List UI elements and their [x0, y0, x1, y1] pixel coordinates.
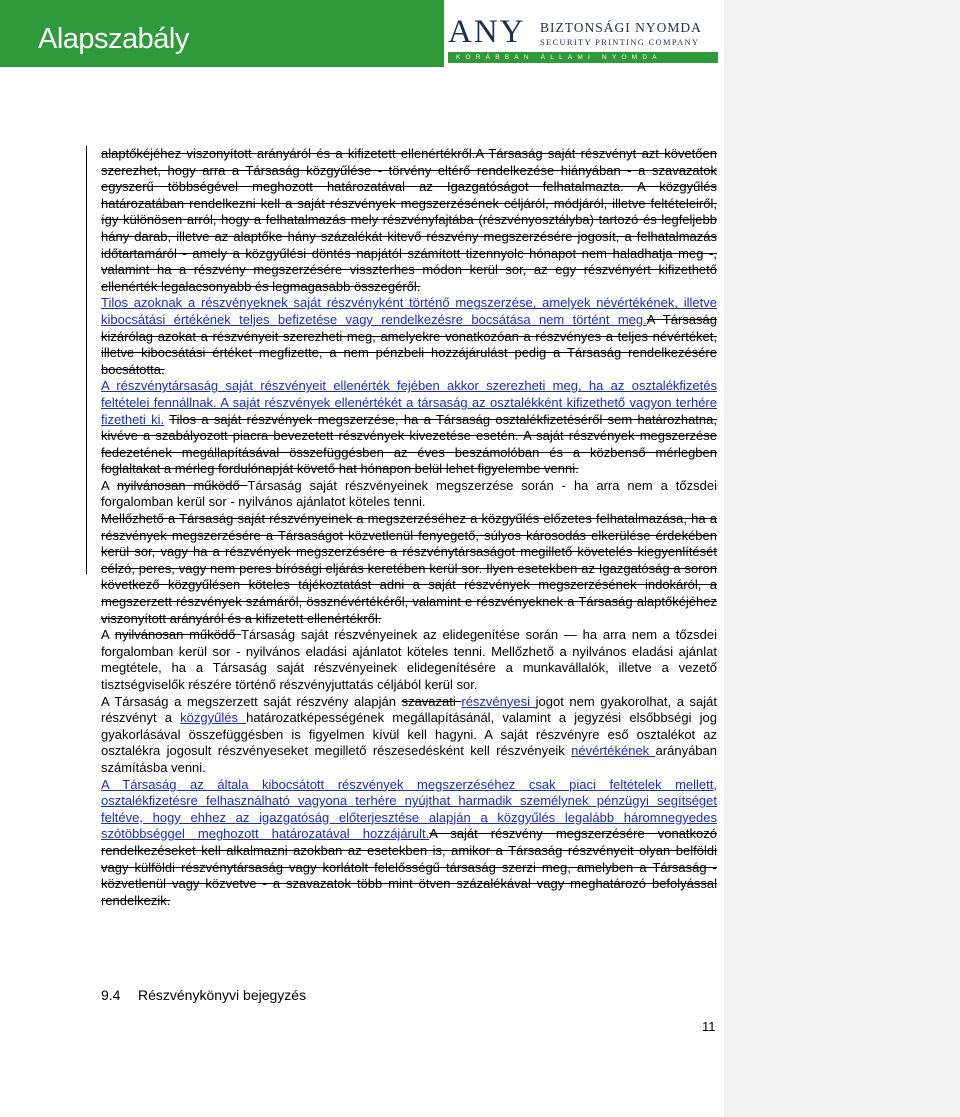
paragraph — [101, 146, 717, 295]
logo-company-name: BIZTONSÁGI NYOMDA — [540, 20, 702, 35]
body-text: Társaság saját részvényeinek az elidegenítése során — ha arra nem a tőzsdei forgalomban kerül sor - nyilvános eladási ajánlatot köteles tenni. Mellőzhető a nyilvános eladási ajánlat megtétele, ha a Társaság saját részvényeinek elidegenítésére a munkavállalók, illetve a vezető tisztségviselők részére történő részvényjuttatás céljából kerül sor. — [101, 627, 717, 692]
deleted-text: nyilvánosan működő — [116, 477, 248, 493]
body-text: Társaság saját részvényeinek megszerzése során - ha arra nem a tőzsdei forgalomban kerül sor - nyilvános ajánlatot köteles tenni. — [101, 477, 717, 510]
deleted-text: alaptőkéjéhez viszonyított arányáról és a kifizetett ellenértékről. — [101, 146, 476, 161]
inserted-text: névértékének — [571, 743, 656, 759]
inserted-text: részvényesi — [461, 693, 536, 709]
body-text: A — [101, 627, 115, 643]
paragraph — [101, 627, 717, 693]
section-number: 9.4 — [101, 987, 121, 1003]
section-title: Részvénykönyvi bejegyzés — [138, 987, 307, 1003]
logo-tagline: SECURITY PRINTING COMPANY — [540, 37, 700, 47]
page-number: 11 — [702, 1019, 716, 1034]
deleted-text: szavazati — [401, 693, 462, 709]
paragraph — [101, 378, 717, 478]
deleted-text: nyilvánosan működő — [114, 627, 241, 643]
paragraph — [101, 511, 717, 627]
deleted-text: A Társaság saját részvényt azt követően szerezhet, hogy arra a Társaság közgyűlése - törvény eltérő rendelkezése hiányában - a szavazatok egyszerű többségével meghozott határozatával az Igazgatóságot felhatalmazta. A közgyűlés határozatában rendelkezni kell a saját részvények megszerzésének céljáról, módjáról, illetve feltételeiről, így különösen arról, hogy a felhatalmazás mely részvényfajtába (részvényosztályba) tartozó és legfeljebb hány darab, illetve az alaptőke hány százalékát kitevő részvény megszerzésére jogosít, a felhatalmazás időtartamáról - amely a közgyűlési döntés napjától számított tizennyolc hónapot nem haladhatja meg -, valamint ha a részvény megszerzésére visszterhes módon kerül sor, az egy részvényért kifizethető ellenérték legalacsonyabb és legmagasabb összegéről. — [101, 146, 717, 294]
body-text: A — [101, 477, 117, 493]
inserted-text: közgyűlés — [180, 710, 247, 726]
company-logo — [448, 16, 724, 64]
document-title: Alapszabály — [38, 23, 189, 55]
logo-subtitle-bar: KORÁBBAN ÁLLAMI NYOMDA — [448, 52, 718, 63]
deleted-text: A Társaság kizárólag azokat a részvényeit szerezheti meg, amelyekre vonatkozóan a részvényes a teljes névértéket, illetve kibocsátási értéket megfizette, a nem pénzbeli hozzájárulást pedig a Társaság rendelkezésére bocsátotta. — [101, 311, 717, 377]
deleted-text: Tilos a saját részvények megszerzése, ha a Társaság osztalékfizetéséről sem határozhatna, kivéve a szabályozott piacra bevezetett részvények kivezetése esetén. A saját részvények megszerzése fedezetének megállapításával összefüggésben az éves beszámolóban és a közbenső mérlegben foglaltakat a mérleg fordulónapját követő hat hónapon belül lehet figyelembe venni. — [101, 411, 717, 477]
document-body — [101, 146, 717, 909]
paragraph — [101, 295, 717, 378]
logo-mark: ANY — [448, 14, 526, 50]
revision-change-bar — [86, 146, 87, 574]
paragraph — [101, 478, 717, 511]
inserted-text: A részvénytársaság saját részvényeit ellenérték fejében akkor szerezheti meg, ha az osztalékfizetés feltételei fennállnak. A saját részvények ellenértékét a társaság az osztalékként kifizethető vagyon terhére fizetheti ki. — [101, 378, 717, 427]
paragraph — [101, 777, 717, 910]
body-text: arányában számításba venni. — [101, 743, 717, 775]
body-text: határozatképességének megállapításánál, valamint a jegyzési elsőbbségi jog gyakorlásával összefüggésben is figyelmen kívül kell hagyni. A saját részvényre eső osztalékot az osztalékra jogosult részvényeseket megillető részesedésként kell részvényeik — [101, 710, 717, 759]
deleted-text: A saját részvény megszerzésére vonatkozó rendelkezéseket kell alkalmazni azokban az esetekben is, amikor a Társaság részvényeit olyan belföldi vagy külföldi részvénytársaság vagy korlátolt felelősségű társaság szerzi meg, amelyben a Társaság - közvetlenül vagy közvetve - a szavazatok több mint ötven százalékával vagy meghatározó befolyással rendelkezik. — [101, 826, 717, 908]
header-banner — [0, 0, 444, 67]
body-text: A Társaság a megszerzett saját részvény alapján — [101, 693, 402, 709]
right-margin-panel — [724, 0, 960, 1117]
inserted-text: Tilos azoknak a részvényeknek saját részvényként történő megszerzése, amelyek névértékének, illetve kibocsátási értékének teljes befizetése vagy rendelkezésre bocsátása nem történt meg. — [101, 295, 717, 327]
inserted-text: A Társaság az általa kibocsátott részvények megszerzéséhez csak piaci feltételek mellett, osztalékfizetésre felhasználható vagyona terhére nyújthat harmadik személynek pénzügyi segítséget feltéve, hogy ehhez az igazgatóság előterjesztése alapján a közgyűlés legalább háromnegyedes szótöbbséggel meghozott határozatával hozzájárult. — [101, 776, 717, 842]
body-text: jogot nem gyakorolhat, a saját részvényt a — [101, 693, 718, 726]
deleted-text: Mellőzhető a Társaság saját részvényeinek a megszerzéséhez a közgyűlés előzetes felhatalmazása, ha a részvények megszerzésére a Társaságot közvetlenül fenyegető, súlyos károsodás elkerülése érdekében kerül sor, vagy ha a részvények megszerzésére a részvénytársaságot megillető követelés kiegyenlítését célzó, peres, vagy nem peres bírósági eljárás keretében kerül sor. Ilyen esetekben az Igazgatóság a soron következő közgyűlésen köteles tájékoztatást adni a saját részvények megszerzésének indokáról, a megszerzett részvények számáról, össznévértékéről, valamint e részvényeknek a Társaság alaptőkéjéhez viszonyított arányáról és a kifizetett ellenértékről. — [101, 511, 717, 626]
section-heading — [101, 987, 306, 1003]
paragraph — [101, 694, 717, 777]
